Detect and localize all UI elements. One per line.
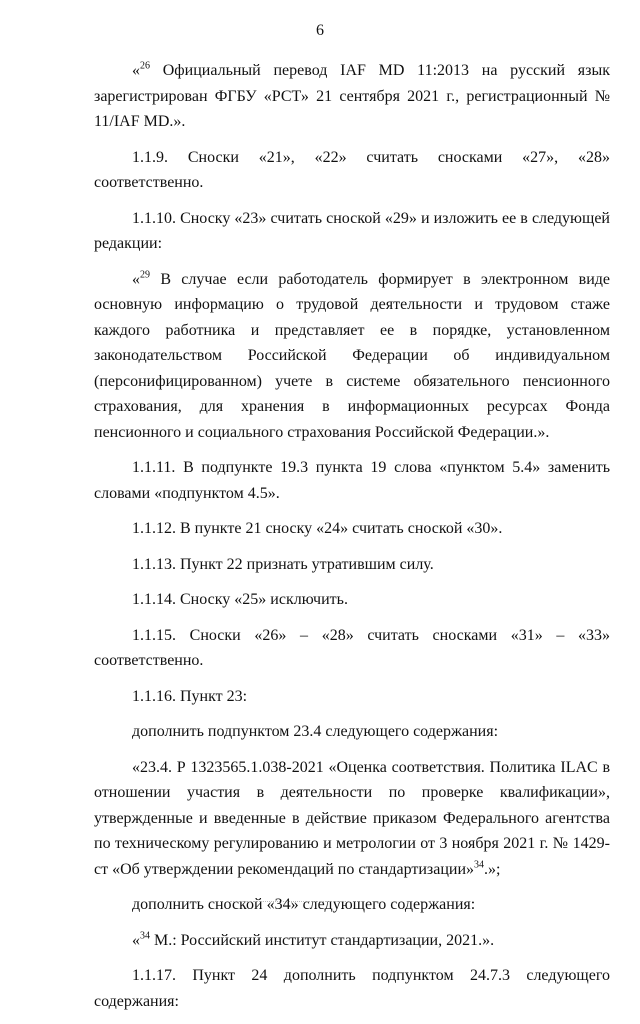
paragraph-text: 1.1.10. Сноску «23» считать сноской «29» и изложить ее в следующей редакции: [94,209,610,252]
document-body [94,58,610,1024]
paragraph-text: «23.4. Р 1323565.1.038-2021 «Оценка соответствия. Политика ILAC в отношении участия в деятельности по проверке квалификации», утвержденные и введенные в действие приказом Федерального агентства по техническому регулированию и метрологии от 3 ноября 2021 г. № 1429-ст «Об утверждении рекомендаций по стандартизации» [94,758,610,878]
paragraph-text: дополнить сноской «34» следующего содержания: [132,896,476,913]
paragraph-text: Официальный перевод IAF MD 11:2013 на русский язык зарегистрирован ФГБУ «РСТ» 21 сентября 2021 г., регистрационный № 11/IAF MD.». [94,62,610,130]
paragraph-text: 1.1.9. Сноски «21», «22» считать сносками «27», «28» соответственно. [94,148,610,191]
paragraph-text: 1.1.11. В подпункте 19.3 пункта 19 слова «пунктом 5.4» заменить словами «подпунктом 4.5». [94,459,610,502]
paragraph-text: М.: Российский институт стандартизации, 2021.». [150,931,495,949]
paragraph-text: .»; [484,860,501,878]
page-number: 6 [316,22,324,39]
paragraph-text: В случае если работодатель формирует в электронном виде основную информацию о трудовой деятельности и трудовом стаже каждого работника и представляет ее в порядке, установленном законодательством Российской Федерации об индивидуальном (персонифицированном) учете в системе обязательного пенсионного страхования, для хранения в информационных ресурсах Фонда пенсионного и социального страхования Российской Федерации.». [94,270,610,441]
paragraph-text: 1.1.17. Пункт 24 дополнить подпунктом 24.7.3 следующего содержания: [94,967,610,1010]
paragraph-text: дополнить подпунктом 23.4 следующего содержания: [132,723,499,740]
paragraph-footnote-29 [94,267,610,446]
paragraph-text: « [132,270,140,288]
paragraph-item-23-4 [94,755,610,883]
footnote-mark: 29 [140,269,150,281]
paragraph-1-1-12 [94,516,610,542]
paragraph-text: 1.1.15. Сноски «26» – «28» считать сносками «31» – «33» соответственно. [94,626,610,669]
paragraph-1-1-13 [94,552,610,578]
paragraph-1-1-9 [94,145,610,196]
paragraph-text: 1.1.14. Сноску «25» исключить. [132,591,348,608]
paragraph-1-1-10 [94,206,610,257]
paragraph-text: 1.1.12. В пункте 21 сноску «24» считать сноской «30». [132,520,503,537]
paragraph-1-1-16 [94,684,610,710]
paragraph-text: 1.1.16. Пункт 23: [132,687,248,705]
paragraph-text: « [132,931,140,949]
paragraph-footnote-34 [94,928,610,954]
paragraph-text: 1.1.13. Пункт 22 признать утратившим силу. [132,555,434,573]
footnote-mark: 34 [140,930,150,942]
paragraph-1-1-17 [94,963,610,1014]
paragraph-text: « [132,62,140,79]
scan-artifact [230,901,350,903]
paragraph-1-1-15 [94,623,610,674]
paragraph-add-subitem [94,719,610,745]
footnote-mark: 26 [140,60,150,72]
paragraph-1-1-11 [94,455,610,506]
paragraph-footnote-26 [94,58,610,135]
footnote-mark: 34 [474,859,485,871]
paragraph-1-1-14 [94,587,610,613]
